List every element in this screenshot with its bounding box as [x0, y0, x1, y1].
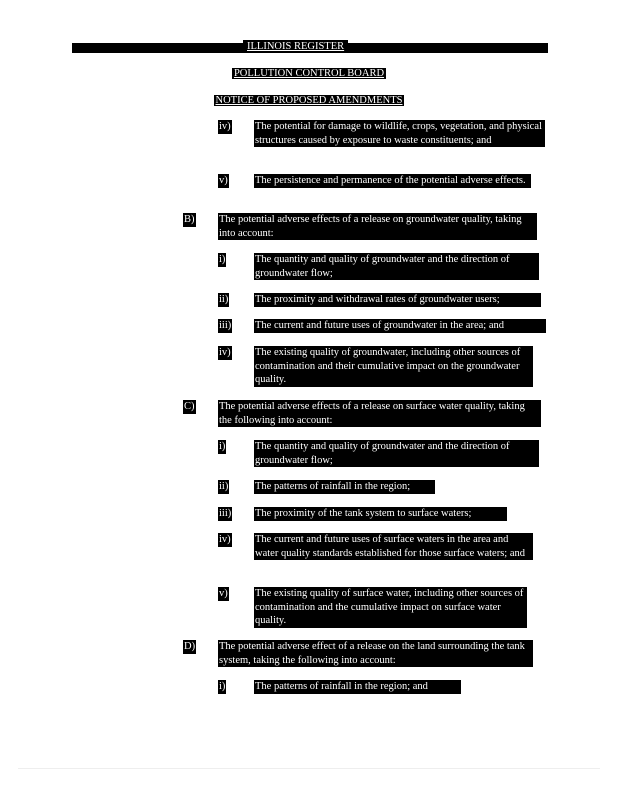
agency-title: POLLUTION CONTROL BOARD	[233, 68, 385, 79]
item-marker: v)	[219, 175, 228, 186]
item-marker: iv)	[219, 347, 231, 358]
item-text: The current and future uses of groundwater in the area; and	[254, 319, 546, 333]
item-marker: B)	[184, 214, 195, 225]
item-marker: i)	[219, 681, 226, 692]
item-marker: iii)	[219, 508, 232, 519]
item-marker: ii)	[219, 481, 229, 492]
item-marker: i)	[219, 254, 226, 265]
item-text: The proximity of the tank system to surface waters;	[254, 507, 507, 521]
notice-title: NOTICE OF PROPOSED AMENDMENTS	[215, 95, 403, 106]
item-marker: iv)	[219, 534, 231, 545]
item-text: The current and future uses of surface waters in the area and water quality standards established for those surface waters; and	[254, 533, 533, 560]
item-marker: iii)	[219, 320, 232, 331]
item-text: The quantity and quality of groundwater and the direction of groundwater flow;	[254, 440, 539, 467]
item-text: The existing quality of groundwater, including other sources of contamination and their cumulative impact on the groundwater quality.	[254, 346, 533, 387]
item-marker: D)	[184, 641, 196, 652]
item-marker: i)	[219, 441, 226, 452]
item-text: The patterns of rainfall in the region; and	[254, 680, 461, 694]
item-text: The quantity and quality of groundwater and the direction of groundwater flow;	[254, 253, 539, 280]
item-text: The potential adverse effects of a release on surface water quality, taking the following into account:	[218, 400, 541, 427]
item-marker: ii)	[219, 294, 229, 305]
item-text: The potential for damage to wildlife, crops, vegetation, and physical structures caused by exposure to waste constituents; and	[254, 120, 545, 147]
item-text: The potential adverse effect of a release on the land surrounding the tank system, taking the following into account:	[218, 640, 533, 667]
item-text: The potential adverse effects of a release on groundwater quality, taking into account:	[218, 213, 537, 240]
agency-line	[0, 67, 618, 81]
notice-line	[0, 94, 618, 108]
item-text: The persistence and permanence of the potential adverse effects.	[254, 174, 531, 188]
item-text: The patterns of rainfall in the region;	[254, 480, 435, 494]
register-title: ILLINOIS REGISTER	[243, 40, 348, 53]
item-marker: v)	[219, 588, 228, 599]
item-marker: C)	[184, 401, 195, 412]
item-text: The proximity and withdrawal rates of groundwater users;	[254, 293, 541, 307]
item-marker: iv)	[219, 121, 231, 132]
page-bottom-edge	[18, 768, 600, 769]
item-text: The existing quality of surface water, including other sources of contamination and the cumulative impact on surface water quality.	[254, 587, 527, 628]
